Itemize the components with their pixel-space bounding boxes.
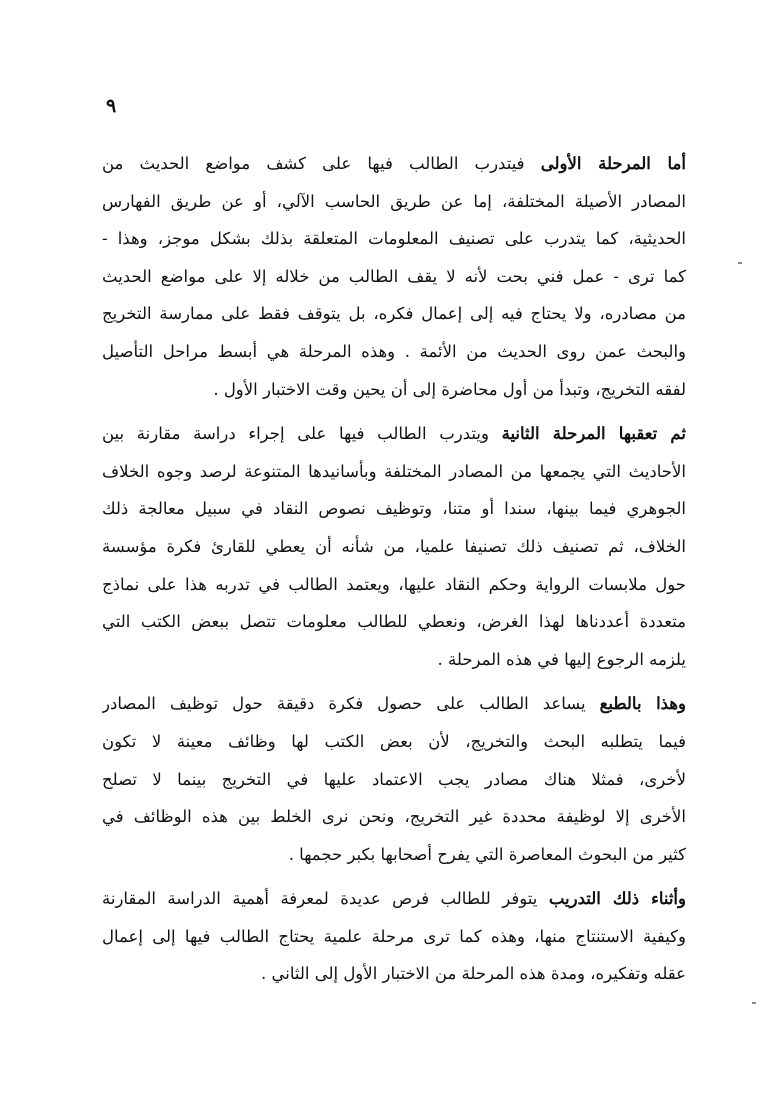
paragraph-3 bbox=[102, 685, 686, 873]
paragraph-line: لأخرى، فمثلا هناك مصادر يجب الاعتماد عليها في التخريج بينما لا تصلح bbox=[102, 769, 686, 789]
page-number: ٩ bbox=[106, 95, 117, 117]
paragraph-line: الحديثية، كما يتدرب على تصنيف المعلومات المتعلقة بذلك بشكل موجز، وهذا - bbox=[102, 229, 686, 249]
paragraph-line: لفقه التخريج، وتبدأ من أول محاضرة إلى أن يحين وقت الاختبار الأول . bbox=[213, 379, 686, 399]
paragraph-line: الأخرى إلا لوظيفة محددة غير التخريج، ونحن نرى الخلط بين هذه الوظائف في bbox=[102, 807, 686, 827]
paragraph-2 bbox=[102, 415, 686, 678]
paragraph-line: كما ترى - عمل فني بحت لأنه لا يقف الطالب من خلاله إلا على مواضع الحديث bbox=[102, 266, 686, 286]
paragraph-4 bbox=[102, 880, 686, 993]
paragraph-line-text: ويتدرب الطالب فيها على إجراء دراسة مقارنة بين bbox=[102, 424, 502, 444]
paragraph-lead: ثم تعقبها المرحلة الثانية bbox=[501, 424, 686, 444]
paragraph-line bbox=[102, 415, 686, 453]
paragraph-line bbox=[102, 880, 686, 918]
paragraph-line: حول ملابسات الرواية وحكم النقاد عليها، ويعتمد الطالب في تدربه هذا على نماذج bbox=[102, 574, 686, 594]
paragraph-lead: وأثناء ذلك التدريب bbox=[548, 889, 686, 909]
paragraph-lead: وهذا بالطبع bbox=[599, 694, 686, 714]
paragraph-line: الجوهري فيما بينها، سندا أو متنا، وتوظيف نصوص النقاد في سبيل معالجة ذلك bbox=[102, 499, 686, 519]
paragraph-line: المصادر الأصيلة المختلفة، إما عن طريق الحاسب الآلي، أو عن طريق الفهارس bbox=[102, 191, 686, 211]
paragraph-line bbox=[102, 145, 686, 183]
paragraph-line: فيما يتطلبه البحث والتخريج، لأن بعض الكتب لها وظائف معينة لا تكون bbox=[102, 731, 686, 751]
paragraph-line: والبحث عمن روى الحديث من الأئمة . وهذه المرحلة هي أبسط مراحل التأصيل bbox=[102, 341, 686, 361]
paragraph-line: عقله وتفكيره، ومدة هذه المرحلة من الاختبار الأول إلى الثاني . bbox=[261, 964, 686, 984]
paragraph-line: وكيفية الاستنتاج منها، وهذه كما ترى مرحلة علمية يحتاج الطالب فيها إلى إعمال bbox=[102, 926, 686, 946]
paragraph-line-text: يتوفر للطالب فرص عديدة لمعرفة أهمية الدراسة المقارنة bbox=[102, 889, 549, 909]
paragraph-line: من مصادره، ولا يحتاج فيه إلى إعمال فكره، بل يتوقف فقط على ممارسة التخريج bbox=[102, 304, 686, 324]
paragraph-line bbox=[102, 685, 686, 723]
paragraph-line-text: فيتدرب الطالب فيها على كشف مواضع الحديث من bbox=[102, 154, 541, 173]
paragraph-lead: أما المرحلة الأولى bbox=[540, 154, 686, 173]
paragraph-line: كثير من البحوث المعاصرة التي يفرح أصحابها بكبر حجمها . bbox=[288, 844, 686, 864]
scan-speck bbox=[738, 262, 742, 264]
paragraph-line: الأحاديث التي يجمعها من المصادر المختلفة وبأسانيدها المتنوعة لرصد وجوه الخلاف bbox=[102, 461, 686, 481]
paragraph-1 bbox=[102, 145, 686, 408]
paragraph-line: الخلاف، ثم تصنيف ذلك تصنيفا علميا، من شأنه أن يعطي للقارئ فكرة مؤسسة bbox=[102, 536, 686, 556]
scan-speck bbox=[752, 1002, 756, 1004]
paragraph-line-text: يساعد الطالب على حصول فكرة دقيقة حول توظيف المصادر bbox=[102, 694, 600, 714]
paragraph-line: متعددة أعددناها لهذا الغرض، ونعطي للطالب معلومات تتصل ببعض الكتب التي bbox=[102, 612, 686, 632]
page-body bbox=[102, 145, 686, 1000]
paragraph-line: يلزمه الرجوع إليها في هذه المرحلة . bbox=[437, 649, 686, 669]
